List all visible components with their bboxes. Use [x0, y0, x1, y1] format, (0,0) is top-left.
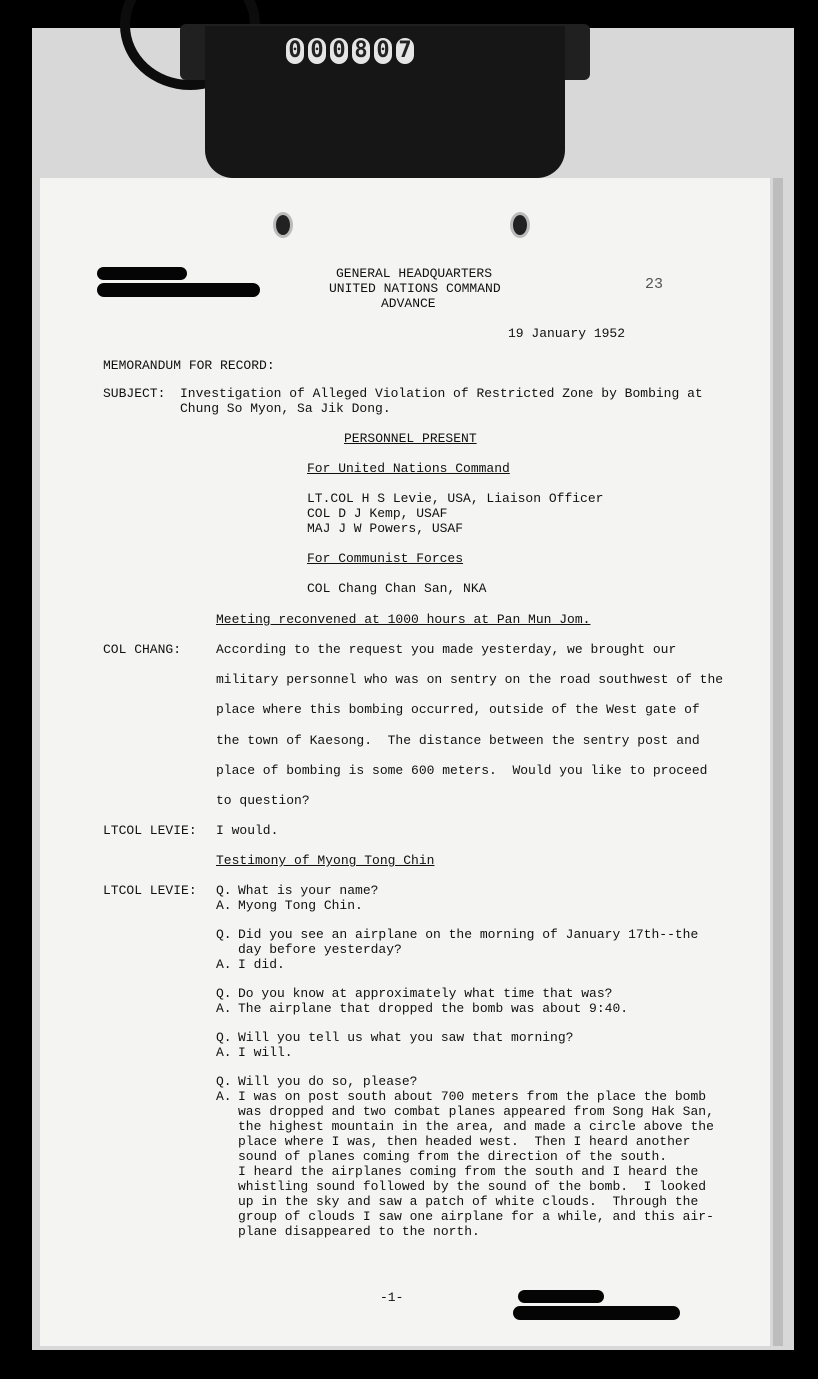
- un-member: MAJ J W Powers, USAF: [307, 521, 464, 536]
- meeting-line: Meeting reconvened at 1000 hours at Pan Mun Jom.: [216, 612, 591, 627]
- statement-line: the town of Kaesong. The distance between the sentry post and: [216, 732, 700, 748]
- redaction-bar: [513, 1306, 680, 1320]
- un-heading: For United Nations Command: [307, 461, 510, 476]
- question-line: What is your name?: [238, 883, 379, 898]
- q-label: Q.: [216, 1030, 232, 1045]
- answer-line: plane disappeared to the north.: [238, 1224, 480, 1239]
- a-label: A.: [216, 1089, 232, 1104]
- question-line: Will you tell us what you saw that morning?: [238, 1030, 574, 1045]
- q-label: Q.: [216, 986, 232, 1001]
- memo-date: 19 January 1952: [508, 326, 626, 341]
- answer-line: Myong Tong Chin.: [238, 898, 363, 913]
- redaction-bar: [97, 267, 187, 280]
- communist-member: COL Chang Chan San, NKA: [307, 581, 487, 596]
- un-member: COL D J Kemp, USAF: [307, 506, 448, 521]
- answer-line: I did.: [238, 957, 285, 972]
- header-line-3: ADVANCE: [381, 296, 436, 311]
- personnel-heading: PERSONNEL PRESENT: [344, 431, 477, 446]
- speaker-levie: LTCOL LEVIE:: [103, 823, 197, 838]
- counter-digit: 0: [286, 38, 304, 64]
- levie-reply: I would.: [216, 823, 279, 838]
- page-number: -1-: [380, 1290, 404, 1305]
- frame-counter: [286, 38, 414, 64]
- subject-line-2: Chung So Myon, Sa Jik Dong.: [180, 401, 391, 416]
- q-label: Q.: [216, 883, 232, 898]
- q-label: Q.: [216, 927, 232, 942]
- statement-line: place of bombing is some 600 meters. Would you like to proceed: [216, 762, 708, 778]
- un-member: LT.COL H S Levie, USA, Liaison Officer: [307, 491, 604, 506]
- counter-digit: 7: [396, 38, 414, 64]
- counter-digit: 0: [374, 38, 392, 64]
- testimony-qa: [216, 883, 714, 1239]
- answer-line: I heard the airplanes coming from the south and I heard the: [238, 1164, 699, 1179]
- question-line: Do you know at approximately what time that was?: [238, 986, 613, 1001]
- answer-line: up in the sky and saw a patch of white clouds. Through the: [238, 1194, 699, 1209]
- q-label: Q.: [216, 1074, 232, 1089]
- answer-line: the highest mountain in the area, and made a circle above the: [238, 1119, 714, 1134]
- a-label: A.: [216, 1001, 232, 1016]
- answer-line: was dropped and two combat planes appeared from Song Hak San,: [238, 1104, 714, 1119]
- answer-line: The airplane that dropped the bomb was about 9:40.: [238, 1001, 629, 1016]
- punch-hole: [273, 212, 293, 238]
- testimony-heading: Testimony of Myong Tong Chin: [216, 853, 435, 868]
- speaker-col-chang: COL CHANG:: [103, 642, 182, 657]
- statement-line: According to the request you made yesterday, we brought our: [216, 642, 677, 657]
- question-line: Will you do so, please?: [238, 1074, 418, 1089]
- answer-line: place where I was, then headed west. Then I heard another: [238, 1134, 691, 1149]
- a-label: A.: [216, 898, 232, 913]
- counter-digit: 0: [308, 38, 326, 64]
- counter-digit: 8: [352, 38, 370, 64]
- speaker-levie-testimony: LTCOL LEVIE:: [103, 883, 197, 898]
- redaction-bar: [518, 1290, 604, 1303]
- statement-line: to question?: [216, 792, 310, 808]
- communist-heading: For Communist Forces: [307, 551, 464, 566]
- answer-line: group of clouds I saw one airplane for a while, and this air-: [238, 1209, 714, 1224]
- memo-for-record: MEMORANDUM FOR RECORD:: [103, 358, 275, 373]
- answer-line: I will.: [238, 1045, 293, 1060]
- header-line-2: UNITED NATIONS COMMAND: [329, 281, 501, 296]
- subject-label: SUBJECT:: [103, 386, 166, 401]
- col-chang-statement: [216, 642, 724, 823]
- a-label: A.: [216, 957, 232, 972]
- answer-line: I was on post south about 700 meters from the place the bomb: [238, 1089, 707, 1104]
- question-line: Did you see an airplane on the morning of January 17th--the: [238, 927, 699, 942]
- paper-edge: [773, 178, 783, 1346]
- answer-line: sound of planes coming from the direction of the south.: [238, 1149, 668, 1164]
- a-label: A.: [216, 1045, 232, 1060]
- subject-line-1: Investigation of Alleged Violation of Restricted Zone by Bombing at: [180, 386, 703, 401]
- statement-line: place where this bombing occurred, outside of the West gate of: [216, 702, 700, 718]
- statement-line: military personnel who was on sentry on the road southwest of the: [216, 672, 724, 688]
- redaction-bar: [97, 283, 260, 297]
- answer-line: whistling sound followed by the sound of the bomb. I looked: [238, 1179, 707, 1194]
- question-line: day before yesterday?: [238, 942, 402, 957]
- punch-hole: [510, 212, 530, 238]
- page-mark: 23: [645, 276, 664, 293]
- header-line-1: GENERAL HEADQUARTERS: [336, 266, 493, 281]
- counter-digit: 0: [330, 38, 348, 64]
